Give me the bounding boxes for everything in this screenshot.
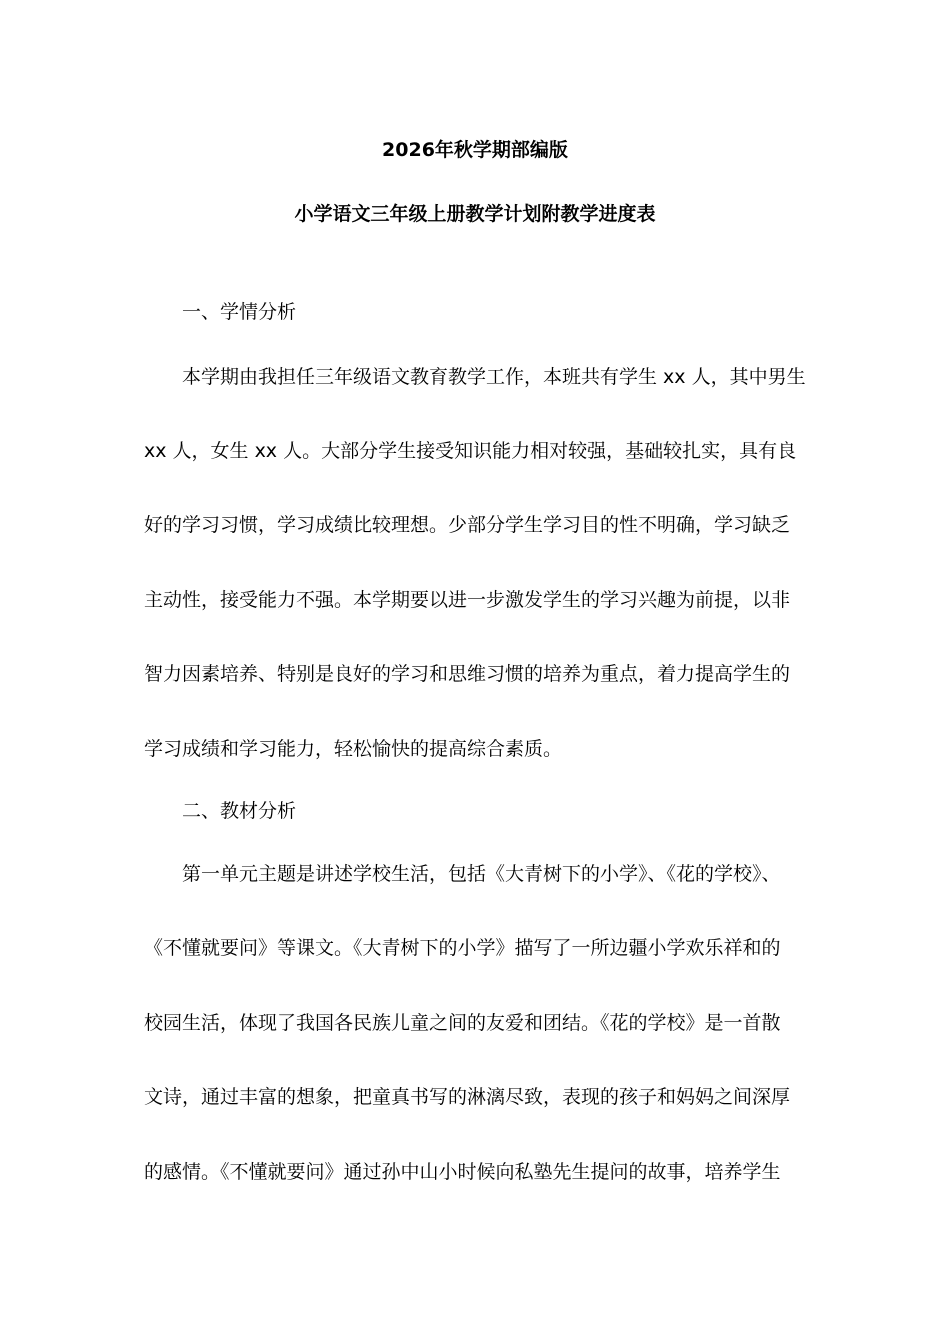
paragraph-line: 智力因素培养、特别是良好的学习和思维习惯的培养为重点，着力提高学生的 [144, 663, 791, 685]
document-title-line-2: 小学语文三年级上册教学计划附教学进度表 [294, 203, 656, 225]
paragraph-line: 第一单元主题是讲述学校生活，包括《大青树下的小学》、《花的学校》、 [182, 863, 781, 885]
paragraph-line: xx 人，女生 xx 人。大部分学生接受知识能力相对较强，基础较扎实，具有良 [144, 440, 797, 462]
paragraph-line: 校园生活，体现了我国各民族儿童之间的友爱和团结。《花的学校》是一首散 [144, 1012, 781, 1034]
document-title-line-1: 2026年秋学期部编版 [382, 139, 568, 161]
paragraph-line: 主动性，接受能力不强。本学期要以进一步激发学生的学习兴趣为前提，以非 [144, 589, 791, 611]
paragraph-line: 的感情。《不懂就要问》通过孙中山小时候向私塾先生提问的故事，培养学生 [144, 1161, 781, 1183]
paragraph-line: 文诗，通过丰富的想象，把童真书写的淋漓尽致，表现的孩子和妈妈之间深厚 [144, 1086, 791, 1108]
paragraph-line: 好的学习习惯，学习成绩比较理想。少部分学生学习目的性不明确，学习缺乏 [144, 514, 791, 536]
paragraph-line: 本学期由我担任三年级语文教育教学工作，本班共有学生 xx 人，其中男生 [182, 366, 806, 388]
paragraph-line: 学习成绩和学习能力，轻松愉快的提高综合素质。 [144, 738, 563, 760]
section-heading-textbook-analysis: 二、教材分析 [182, 800, 297, 822]
paragraph-line: 《不懂就要问》等课文。《大青树下的小学》描写了一所边疆小学欢乐祥和的 [144, 937, 781, 959]
section-heading-learning-analysis: 一、学情分析 [182, 301, 297, 323]
